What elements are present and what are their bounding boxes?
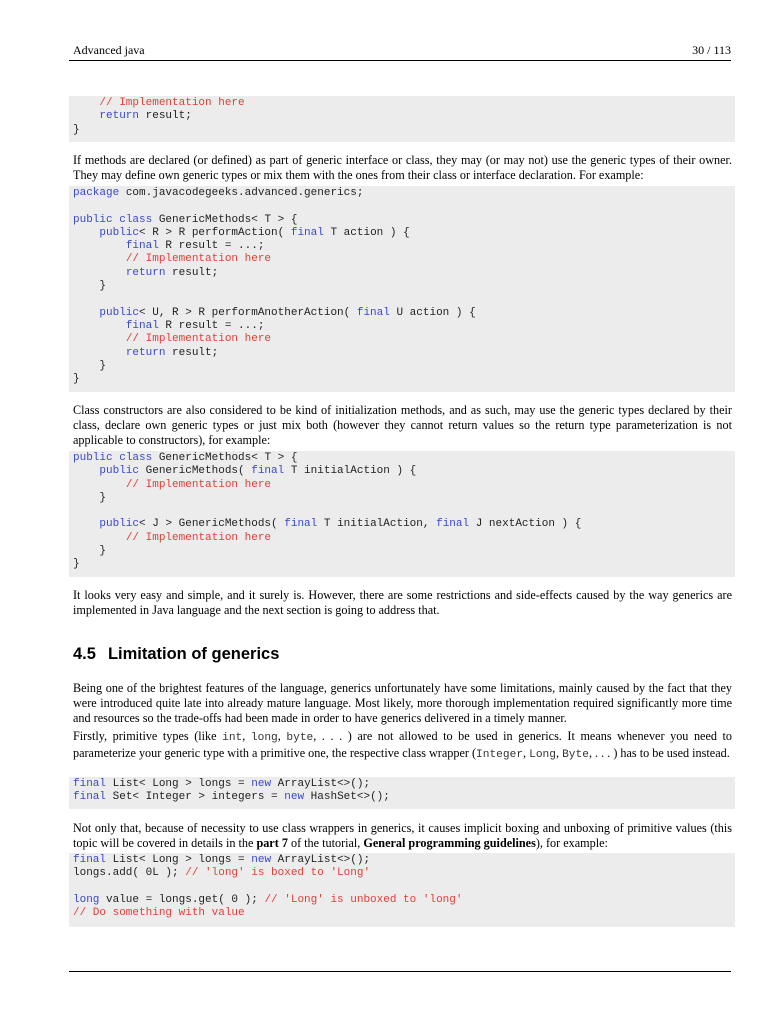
- code-line: [73, 373, 731, 386]
- code-keyword: new: [284, 791, 305, 804]
- code-keyword: final: [73, 854, 107, 866]
- code-text: List< Long > longs =: [106, 854, 252, 866]
- code-keyword: final: [356, 306, 390, 319]
- code-line: [73, 110, 731, 123]
- text-run: ), for example:: [535, 836, 608, 850]
- code-text: Set< Integer > integers =: [106, 791, 285, 804]
- text-run: Firstly, primitive types (like: [73, 729, 223, 743]
- code-text: result;: [165, 266, 219, 279]
- code-comment: // 'long' is boxed to 'Long': [185, 867, 371, 880]
- code-keyword: new: [251, 778, 272, 790]
- code-text: ArrayList<>();: [271, 778, 371, 790]
- bold-text: part 7: [256, 836, 288, 850]
- code-keyword: public: [99, 465, 140, 478]
- bold-text: General programming guidelines: [363, 836, 536, 850]
- code-text: [73, 347, 126, 359]
- code-comment: // Do something with value: [73, 907, 245, 920]
- paragraph: It looks very easy and simple, and it surely is. However, there are some restrictions and side-effects caused by the way generics are implemented in Java language and the next section is going to address that.: [73, 588, 732, 617]
- code-line: [73, 227, 731, 240]
- inline-code: Long: [529, 749, 556, 761]
- code-keyword: final: [436, 518, 470, 531]
- inline-code: Byte: [562, 749, 589, 761]
- code-text: List< Long > longs =: [106, 778, 252, 790]
- code-text: }: [73, 373, 80, 386]
- code-text: J nextAction ) {: [469, 518, 582, 531]
- code-comment: // Implementation here: [125, 333, 272, 346]
- text-run: of the tutorial,: [287, 836, 364, 850]
- code-line: [73, 791, 731, 804]
- paragraph: Being one of the brightest features of the language, generics unfortunately have some limitations, mainly caused by the fact that they were introduced quite late into already mature language. Most likely, more thorough implementation required significantly more time and resources so the trade-offs had been made in order to have generics delivered in a timely manner.: [73, 681, 732, 725]
- code-text: value = longs.get( 0 );: [99, 893, 265, 906]
- code-line: [73, 360, 731, 373]
- paragraph: [73, 729, 732, 763]
- code-keyword: final: [290, 226, 324, 239]
- code-keyword: return: [125, 346, 166, 359]
- code-line: [73, 97, 731, 110]
- code-keyword: final: [125, 319, 159, 332]
- code-line: [73, 558, 731, 571]
- code-keyword: final: [125, 240, 159, 253]
- code-text: [73, 518, 99, 530]
- code-line: [73, 280, 731, 293]
- code-keyword: public: [99, 306, 140, 319]
- code-text: [73, 240, 126, 252]
- code-text: longs.add( 0L );: [73, 867, 186, 880]
- code-text: < U, R > R performAnotherAction(: [139, 306, 357, 319]
- code-text: }: [73, 558, 80, 571]
- code-block: [69, 186, 735, 392]
- code-text: [73, 253, 126, 265]
- text-run: ,: [555, 746, 563, 760]
- code-line: [73, 894, 731, 907]
- inline-code: long: [250, 732, 278, 744]
- code-comment: // 'Long' is unboxed to 'long': [264, 893, 463, 906]
- code-text: [73, 479, 126, 491]
- paragraph: Class constructors are also considered to be kind of initialization methods, and as such, may use the generic types declared by their class, declare own generic types or just mix both (however they cannot return values so the return type parameterization is not applicable to constructors), for example:: [73, 403, 732, 447]
- code-keyword: final: [251, 465, 285, 478]
- code-block: [69, 96, 735, 142]
- code-line: [73, 452, 731, 465]
- code-line: [73, 240, 731, 253]
- footer-rule: [69, 971, 731, 972]
- code-comment: // Implementation here: [125, 531, 272, 544]
- section-number: 4.5: [73, 645, 96, 663]
- code-keyword: public: [73, 213, 113, 226]
- code-line: [73, 907, 731, 920]
- header-rule: [69, 60, 731, 61]
- code-line: [73, 505, 731, 518]
- code-line: [73, 253, 731, 266]
- text-run: Not only that, because of necessity to use class wrappers in generics, it causes implicit boxing and unboxing of primitive values (this topic will be covered in details in the: [73, 821, 732, 850]
- inline-code: Integer: [476, 749, 524, 761]
- code-text: HashSet<>();: [304, 791, 390, 804]
- code-keyword: final: [73, 778, 107, 790]
- text-run: ,: [523, 746, 530, 760]
- code-text: [73, 320, 126, 332]
- code-text: com.javacodegeeks.advanced.generics;: [119, 187, 364, 199]
- code-text: }: [73, 123, 80, 136]
- code-text: }: [73, 545, 107, 558]
- code-line: [73, 267, 731, 280]
- code-line: [73, 867, 731, 880]
- code-text: [73, 97, 99, 109]
- code-keyword: final: [284, 518, 318, 531]
- code-keyword: class: [119, 452, 153, 464]
- code-text: }: [73, 359, 107, 372]
- code-text: T initialAction ) {: [284, 465, 417, 478]
- code-text: GenericMethods(: [139, 465, 252, 478]
- code-line: [73, 778, 731, 791]
- code-text: }: [73, 491, 107, 504]
- code-text: T action ) {: [323, 226, 410, 239]
- code-keyword: public: [99, 518, 140, 531]
- code-line: [73, 307, 731, 320]
- code-comment: // Implementation here: [125, 253, 272, 266]
- section-title: Limitation of generics: [107, 645, 280, 663]
- code-text: GenericMethods< T > {: [152, 213, 298, 226]
- code-text: [73, 307, 99, 319]
- section-heading: [73, 644, 279, 664]
- code-line: [73, 518, 731, 531]
- paragraph: If methods are declared (or defined) as part of generic interface or class, they may (or may not) use the generic types of their owner. They may define own generic types or mix them with the ones from their class or interface declaration. For example:: [73, 153, 732, 182]
- code-text: [73, 267, 126, 279]
- code-block: [69, 451, 735, 577]
- code-text: [73, 333, 126, 345]
- text-run: ,: [242, 729, 251, 743]
- inline-code: byte: [286, 732, 314, 744]
- code-keyword: return: [99, 110, 140, 123]
- code-line: [73, 881, 731, 894]
- code-keyword: public: [73, 452, 113, 464]
- document-title: Advanced java: [73, 43, 145, 57]
- page-number: 30 / 113: [692, 43, 731, 57]
- code-text: [73, 227, 99, 239]
- code-line: [73, 200, 731, 213]
- code-line: [73, 465, 731, 478]
- code-line: [73, 333, 731, 346]
- code-text: R result = ...;: [158, 240, 265, 253]
- page-header: [73, 42, 731, 58]
- code-keyword: class: [119, 213, 153, 226]
- code-keyword: return: [125, 266, 166, 279]
- code-text: ArrayList<>();: [271, 854, 371, 866]
- paragraph: [73, 821, 732, 851]
- code-block: [69, 853, 735, 927]
- code-text: [73, 532, 126, 544]
- code-line: [73, 854, 731, 867]
- code-line: [73, 187, 731, 200]
- code-comment: // Implementation here: [125, 478, 272, 491]
- code-block: [69, 777, 735, 809]
- code-text: GenericMethods< T > {: [152, 452, 298, 464]
- code-line: [73, 124, 731, 137]
- code-line: [73, 293, 731, 306]
- code-text: R result = ...;: [158, 319, 265, 332]
- code-text: < R > R performAction(: [139, 226, 291, 239]
- code-line: [73, 214, 731, 227]
- code-text: U action ) {: [389, 306, 476, 319]
- code-line: [73, 492, 731, 505]
- code-text: result;: [139, 110, 192, 123]
- code-keyword: package: [73, 187, 120, 199]
- text-run: ,: [277, 729, 287, 743]
- code-text: < J > GenericMethods(: [139, 518, 285, 531]
- code-line: [73, 320, 731, 333]
- code-keyword: public: [99, 226, 140, 239]
- code-text: [73, 110, 99, 122]
- code-line: [73, 532, 731, 545]
- code-text: result;: [165, 346, 219, 359]
- code-comment: // Implementation here: [99, 97, 245, 109]
- inline-code: int: [222, 732, 243, 744]
- code-keyword: long: [73, 893, 100, 906]
- text-run: , . . . ) has to be used instead.: [588, 746, 730, 760]
- code-keyword: new: [251, 854, 272, 866]
- code-line: [73, 545, 731, 558]
- code-keyword: final: [73, 791, 107, 804]
- code-line: [73, 347, 731, 360]
- code-text: [73, 465, 99, 477]
- code-text: T initialAction,: [317, 518, 437, 531]
- text-run: , . . . ) are not allowed to be used in generics. It means whenever you need to parameterize your generic type with a primitive one, the respective class wrapper (: [73, 729, 733, 760]
- code-line: [73, 479, 731, 492]
- code-text: }: [73, 280, 107, 293]
